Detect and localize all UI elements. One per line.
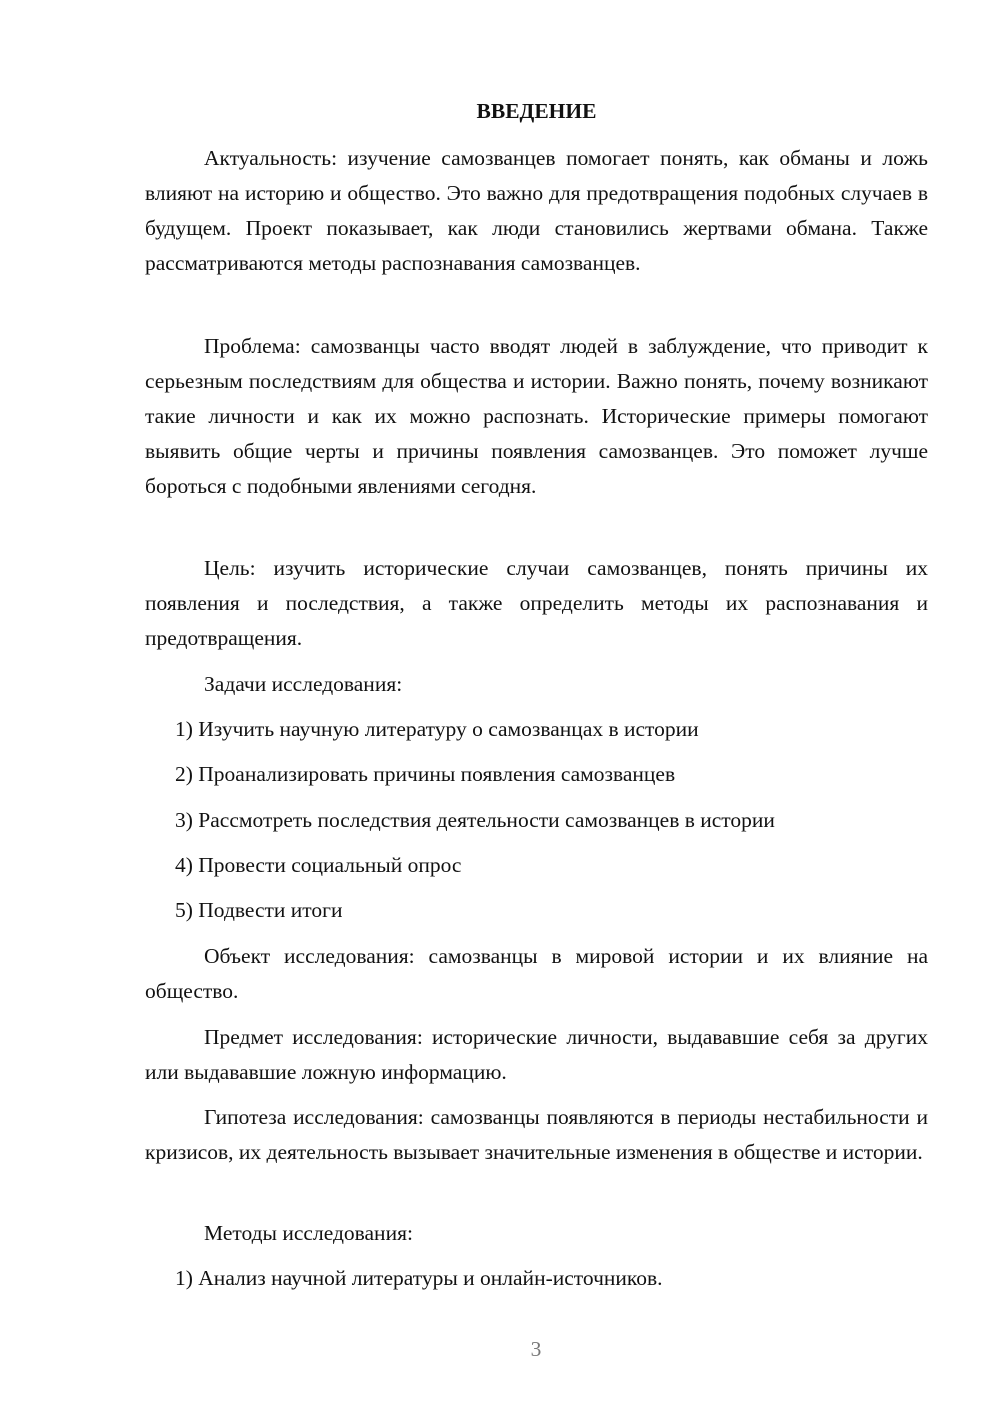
subject-paragraph: Предмет исследования: исторические личности, выдававшие себя за других или выдававшие ложную информацию. <box>145 1025 928 1084</box>
object-paragraph: Объект исследования: самозванцы в мировой истории и их влияние на общество. <box>145 944 928 1003</box>
goal-paragraph: Цель: изучить исторические случаи самозванцев, понять причины их появления и последствия, а также определить методы их распознавания и предотвращения. <box>145 556 928 650</box>
problem-paragraph: Проблема: самозванцы часто вводят людей в заблуждение, что приводит к серьезным последствиям для общества и истории. Важно понять, почему возникают такие личности и как их можно распознать. Исторические примеры помогают выявить общие черты и причины появления самозванцев. Это поможет лучше бороться с подобными явлениями сегодня. <box>145 334 928 498</box>
methods-heading: Методы исследования: <box>204 1221 413 1245</box>
task-item: 5) Подвести итоги <box>175 898 343 922</box>
hypothesis-paragraph: Гипотеза исследования: самозванцы появляются в периоды нестабильности и кризисов, их деятельность вызывает значительные изменения в обществе и истории. <box>145 1105 928 1164</box>
relevance-paragraph: Актуальность: изучение самозванцев помогает понять, как обманы и ложь влияют на историю и общество. Это важно для предотвращения подобных случаев в будущем. Проект показывает, как люди становились жертвами обмана. Также рассматриваются методы распознавания самозванцев. <box>145 146 928 275</box>
task-item: 4) Провести социальный опрос <box>175 853 462 877</box>
task-item: 3) Рассмотреть последствия деятельности самозванцев в истории <box>175 808 775 832</box>
method-item: 1) Анализ научной литературы и онлайн-источников. <box>175 1266 663 1290</box>
task-item: 1) Изучить научную литературу о самозванцах в истории <box>175 717 699 741</box>
page-number: 3 <box>530 1337 542 1361</box>
tasks-heading: Задачи исследования: <box>204 672 403 696</box>
section-title: ВВЕДЕНИЕ <box>476 99 597 123</box>
task-item: 2) Проанализировать причины появления самозванцев <box>175 762 676 786</box>
